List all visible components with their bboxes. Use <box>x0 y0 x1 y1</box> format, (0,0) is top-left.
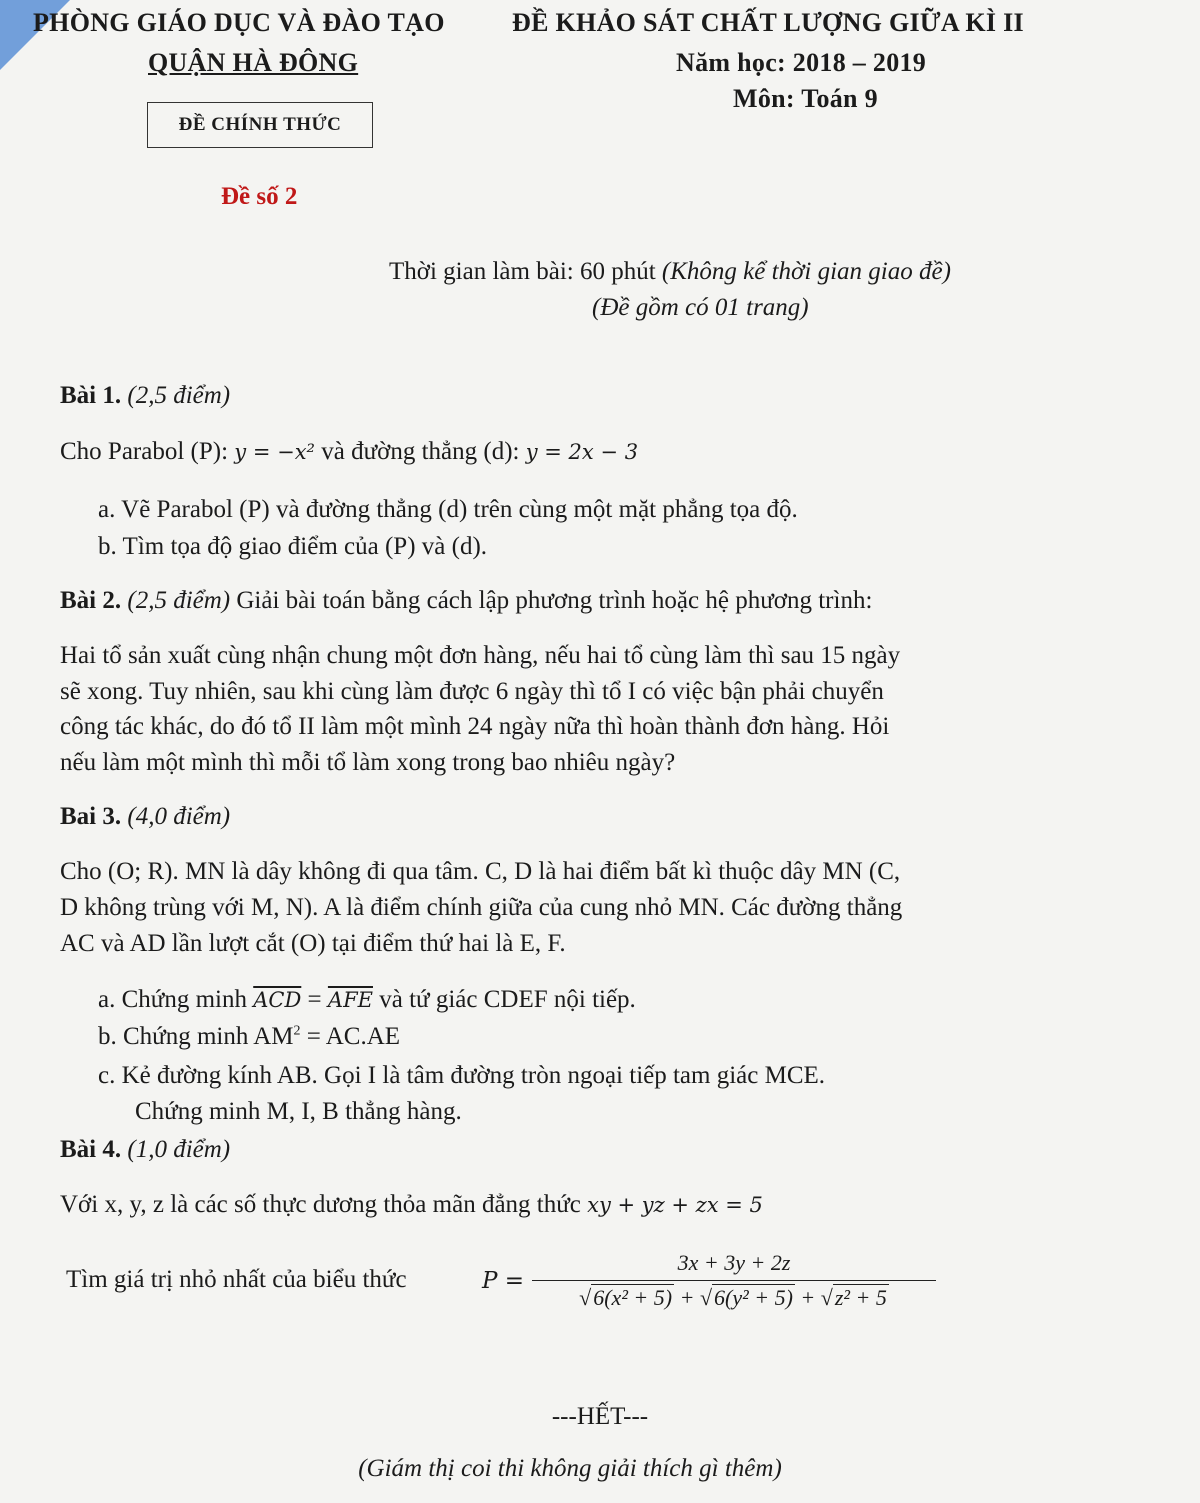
time-main: Thời gian làm bài: 60 phút <box>389 258 662 285</box>
time-info <box>389 258 951 286</box>
bai1-item-b: b. Tìm tọa độ giao điểm của (P) và (d). <box>98 533 488 560</box>
angle-afe: $\overline{AFE}$ <box>327 988 373 1012</box>
bai3-line2: D không trùng với M, N). A là điểm chính giữa của cung nhỏ MN. Các đường thẳng <box>60 894 903 921</box>
footer-note: (Giám thị coi thi không giải thích gì thêm) <box>358 1455 782 1482</box>
department-line1: PHÒNG GIÁO DỤC VÀ ĐÀO TẠO <box>33 8 445 37</box>
bai4-heading <box>60 1136 230 1164</box>
subject: Môn: Toán 9 <box>733 84 878 113</box>
bai1-intro <box>60 438 638 466</box>
official-label-box <box>147 102 373 148</box>
official-label: ĐỀ CHÍNH THỨC <box>178 114 342 135</box>
sqrt-term-3: z² + 5 <box>834 1285 887 1310</box>
condition-formula: xy + yz + zx = 5 <box>587 1193 763 1217</box>
bai2-heading <box>60 587 872 615</box>
bai3-item-b-prefix: b. Chứng minh AM <box>98 1023 294 1050</box>
bai3-item-c-line2: Chứng minh M, I, B thẳng hàng. <box>135 1098 462 1125</box>
bai3-item-a <box>98 986 636 1014</box>
bai3-item-a-suffix: và tứ giác CDEF nội tiếp. <box>372 986 636 1013</box>
bai4-title: Bài 4. <box>60 1136 128 1163</box>
bai3-item-b-exponent: 2 <box>293 1023 301 1039</box>
plus-2: + <box>794 1285 821 1310</box>
bai4-min-text: Tìm giá trị nhỏ nhất của biểu thức <box>66 1266 407 1293</box>
end-marker: ---HẾT--- <box>551 1403 649 1430</box>
bai3-points: (4,0 điểm) <box>127 803 231 830</box>
bai2-line4: nếu làm một mình thì mỗi tổ làm xong trong bao nhiêu ngày? <box>60 749 676 776</box>
bai2-points: (2,5 điểm) <box>127 587 231 614</box>
bai3-item-a-prefix: a. Chứng minh <box>98 986 254 1013</box>
bai3-heading <box>60 803 230 831</box>
bai4-condition-text: Với x, y, z là các số thực dương thỏa mãn đẳng thức <box>60 1191 588 1218</box>
exam-title: ĐỀ KHẢO SÁT CHẤT LƯỢNG GIỮA KÌ II <box>512 8 1024 37</box>
bai1-item-a: a. Vẽ Parabol (P) và đường thẳng (d) trên cùng một mặt phẳng tọa độ. <box>98 496 798 523</box>
school-year: Năm học: 2018 – 2019 <box>676 48 927 77</box>
bai1-title: Bài 1. <box>60 382 128 409</box>
bai4-condition <box>60 1191 763 1219</box>
p-label: P = <box>482 1268 525 1294</box>
bai3-line3: AC và AD lần lượt cắt (O) tại điểm thứ hai là E, F. <box>60 930 566 957</box>
line-formula: y = 2x − 3 <box>525 440 639 464</box>
bai2-line2: sẽ xong. Tuy nhiên, sau khi cùng làm được 6 ngày thì tổ I có việc bận phải chuyển <box>60 678 884 705</box>
time-note: (Không kể thời gian giao đề) <box>661 258 951 285</box>
fraction-numerator: 3x + 3y + 2z <box>677 1250 791 1275</box>
bai1-heading <box>60 382 230 410</box>
plus-1: + <box>674 1285 700 1310</box>
pages-note: (Đề gồm có 01 trang) <box>592 294 809 321</box>
bai3-item-b-suffix: = AC.AE <box>300 1023 401 1050</box>
bai1-intro-a: Cho Parabol (P): <box>60 438 235 465</box>
bai3-line1: Cho (O; R). MN là dây không đi qua tâm. C, D là hai điểm bất kì thuộc dây MN (C, <box>60 858 901 885</box>
bai3-item-c-line1: c. Kẻ đường kính AB. Gọi I là tâm đường tròn ngoại tiếp tam giác MCE. <box>98 1062 826 1089</box>
angle-acd: $\overline{ACD}$ <box>253 988 302 1012</box>
bai2-title: Bài 2. <box>60 587 128 614</box>
bai4-points: (1,0 điểm) <box>127 1136 231 1163</box>
sqrt-term-2: 6(y² + 5) <box>714 1285 793 1310</box>
sqrt-term-1: 6(x² + 5) <box>593 1285 673 1310</box>
bai2-line1: Hai tổ sản xuất cùng nhận chung một đơn hàng, nếu hai tổ cùng làm thì sau 15 ngày <box>60 642 901 669</box>
equals-sign: = <box>301 986 328 1013</box>
bai1-points: (2,5 điểm) <box>127 382 231 409</box>
parabol-formula: y = −x² <box>234 440 315 464</box>
bai3-item-b <box>98 1023 400 1051</box>
bai1-intro-b: và đường thẳng (d): <box>314 438 526 465</box>
department-line2: QUẬN HÀ ĐÔNG <box>148 48 359 77</box>
fraction-denominator: √6(x² + 5) + √6(y² + 5) + √z² + 5 <box>532 1280 936 1311</box>
bai2-instruction: Giải bài toán bằng cách lập phương trình hoặc hệ phương trình: <box>230 587 873 614</box>
p-fraction <box>532 1250 936 1311</box>
bai2-line3: công tác khác, do đó tổ II làm một mình 24 ngày nữa thì hoàn thành đơn hàng. Hỏi <box>60 713 890 740</box>
exam-number: Đề số 2 <box>221 183 298 210</box>
bai3-title: Bai 3. <box>60 803 128 830</box>
